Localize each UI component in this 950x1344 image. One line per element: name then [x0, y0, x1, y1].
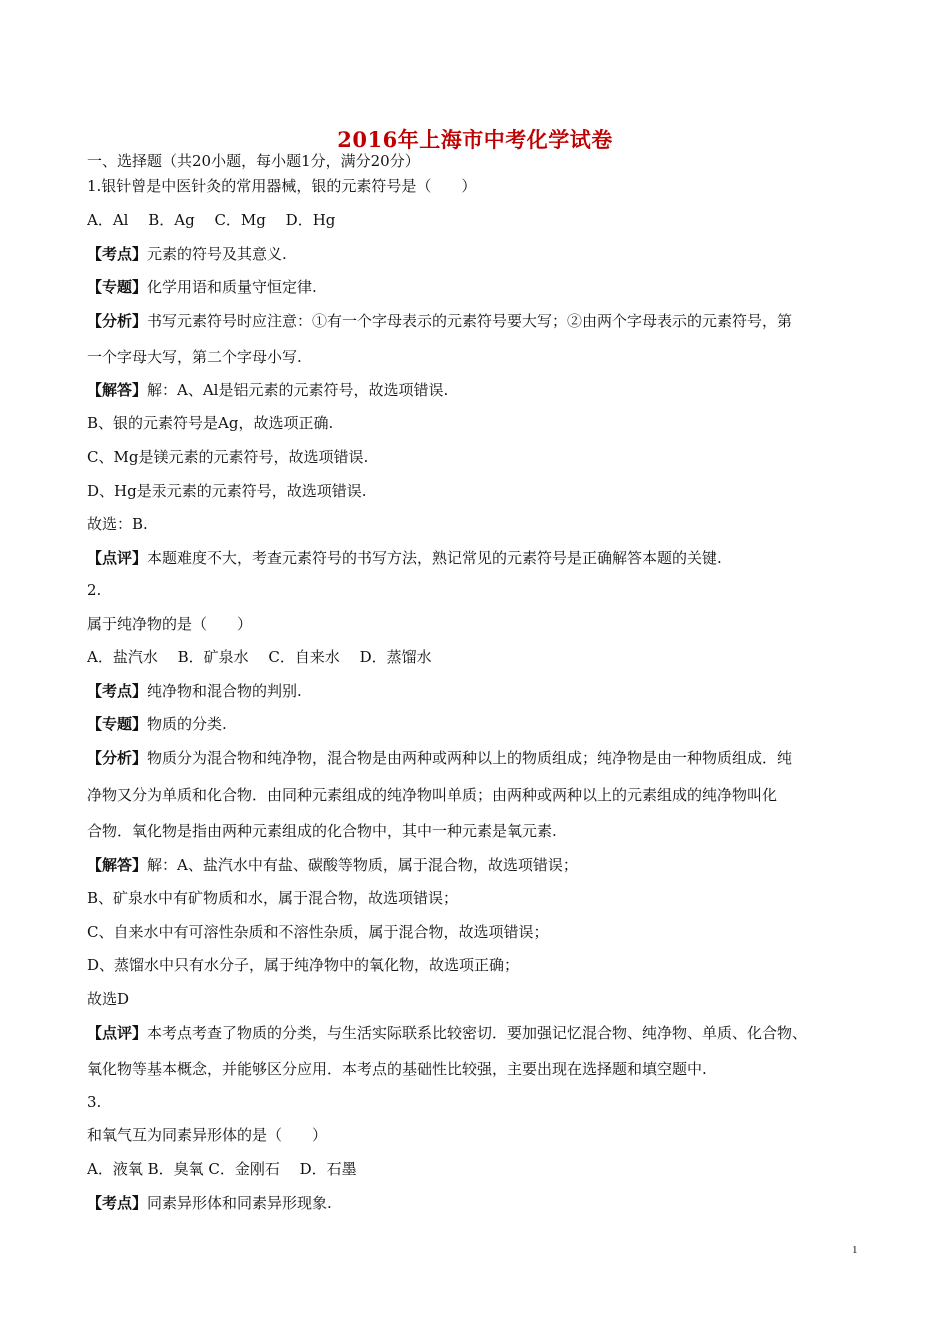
- q2-jieda-text-4: D、蒸馏水中只有水分子，属于纯净物中的氧化物，故选项正确；: [87, 956, 520, 974]
- q1-jieda-text-3: C、Mg是镁元素的元素符号，故选项错误.: [87, 448, 369, 466]
- q1-jieda-text-1: 解：A、Al是铝元素的元素符号，故选项错误.: [147, 381, 449, 399]
- q2-jieda-text-3: C、自来水中有可溶性杂质和不溶性杂质，属于混合物，故选项错误；: [87, 923, 549, 941]
- q2-fenxi-text-2: 净物又分为单质和化合物．由同种元素组成的纯净物叫单质；由两种或两种以上的元素组成的纯净物叫化: [87, 786, 778, 804]
- q1-jieda-text-2: B、银的元素符号是Ag，故选项正确.: [87, 414, 334, 432]
- q2-kaodian-text: 纯净物和混合物的判别.: [147, 682, 302, 700]
- q2-dianping-label: 【点评】: [87, 1024, 148, 1042]
- q1-fenxi-text-2: 一个字母大写，第二个字母小写.: [87, 348, 302, 366]
- q2-dianping-text-1: 本考点考查了物质的分类，与生活实际联系比较密切．要加强记忆混合物、纯净物、单质、化合物、: [147, 1024, 808, 1042]
- q2-number: 2.: [87, 581, 102, 599]
- page-title: 2016年上海市中考化学试卷: [337, 127, 613, 152]
- q2-jieda-text-2: B、矿泉水中有矿物质和水，属于混合物，故选项错误；: [87, 889, 459, 907]
- q3-options: A．液氧 B．臭氧 C．金刚石 D．石墨: [87, 1160, 357, 1178]
- q2-zhuanti-text: 物质的分类.: [147, 715, 227, 733]
- page-number: 1: [852, 1244, 858, 1256]
- q1-fenxi: [87, 311, 877, 331]
- q1-dianping-text: 本题难度不大，考查元素符号的书写方法，熟记常见的元素符号是正确解答本题的关键.: [147, 549, 722, 567]
- section-heading: 一、选择题（共20小题，每小题1分，满分20分）: [87, 152, 420, 170]
- q1-answer: 故选：B.: [87, 515, 148, 533]
- q1-jieda-label: 【解答】: [87, 381, 148, 399]
- q1-kaodian: [87, 244, 877, 264]
- q1-jieda-text-4: D、Hg是汞元素的元素符号，故选项错误.: [87, 482, 367, 500]
- q1-kaodian-text: 元素的符号及其意义.: [147, 245, 287, 263]
- q2-answer: 故选D: [87, 990, 130, 1008]
- q1-zhuanti-label: 【专题】: [87, 278, 148, 296]
- q2-fenxi-text-3: 合物．氧化物是指由两种元素组成的化合物中，其中一种元素是氧元素.: [87, 822, 557, 840]
- q1-zhuanti-text: 化学用语和质量守恒定律.: [147, 278, 317, 296]
- q2-fenxi-text-1: 物质分为混合物和纯净物，混合物是由两种或两种以上的物质组成；纯净物是由一种物质组成．纯: [147, 749, 793, 767]
- q2-fenxi-label: 【分析】: [87, 749, 148, 767]
- q2-jieda: [87, 855, 877, 875]
- q2-stem: 属于纯净物的是（ ）: [87, 615, 253, 633]
- q2-kaodian: [87, 681, 877, 701]
- q2-jieda-text-1: 解：A、盐汽水中有盐、碳酸等物质，属于混合物，故选项错误；: [147, 856, 578, 874]
- q3-kaodian-text: 同素异形体和同素异形现象.: [147, 1194, 332, 1212]
- q2-kaodian-label: 【考点】: [87, 682, 148, 700]
- q2-fenxi: [87, 748, 877, 768]
- q2-dianping: [87, 1023, 877, 1043]
- q3-kaodian: [87, 1193, 877, 1213]
- q2-dianping-text-2: 氧化物等基本概念，并能够区分应用．本考点的基础性比较强，主要出现在选择题和填空题中.: [87, 1060, 707, 1078]
- q3-kaodian-label: 【考点】: [87, 1194, 148, 1212]
- q3-number: 3.: [87, 1093, 102, 1111]
- q1-kaodian-label: 【考点】: [87, 245, 148, 263]
- q2-zhuanti-label: 【专题】: [87, 715, 148, 733]
- q1-stem: 1.银针曾是中医针灸的常用器械，银的元素符号是（ ）: [87, 177, 477, 195]
- q1-zhuanti: [87, 277, 877, 297]
- q2-jieda-label: 【解答】: [87, 856, 148, 874]
- q1-options: A．Al B．Ag C．Mg D．Hg: [87, 211, 336, 229]
- q1-jieda: [87, 380, 877, 400]
- q3-stem: 和氧气互为同素异形体的是（ ）: [87, 1126, 328, 1144]
- q2-zhuanti: [87, 714, 877, 734]
- q1-fenxi-text-1: 书写元素符号时应注意：①有一个字母表示的元素符号要大写；②由两个字母表示的元素符号，第: [147, 312, 793, 330]
- q1-fenxi-label: 【分析】: [87, 312, 148, 330]
- q1-dianping-label: 【点评】: [87, 549, 148, 567]
- q2-options: A．盐汽水 B．矿泉水 C．自来水 D．蒸馏水: [87, 648, 432, 666]
- q1-dianping: [87, 548, 877, 568]
